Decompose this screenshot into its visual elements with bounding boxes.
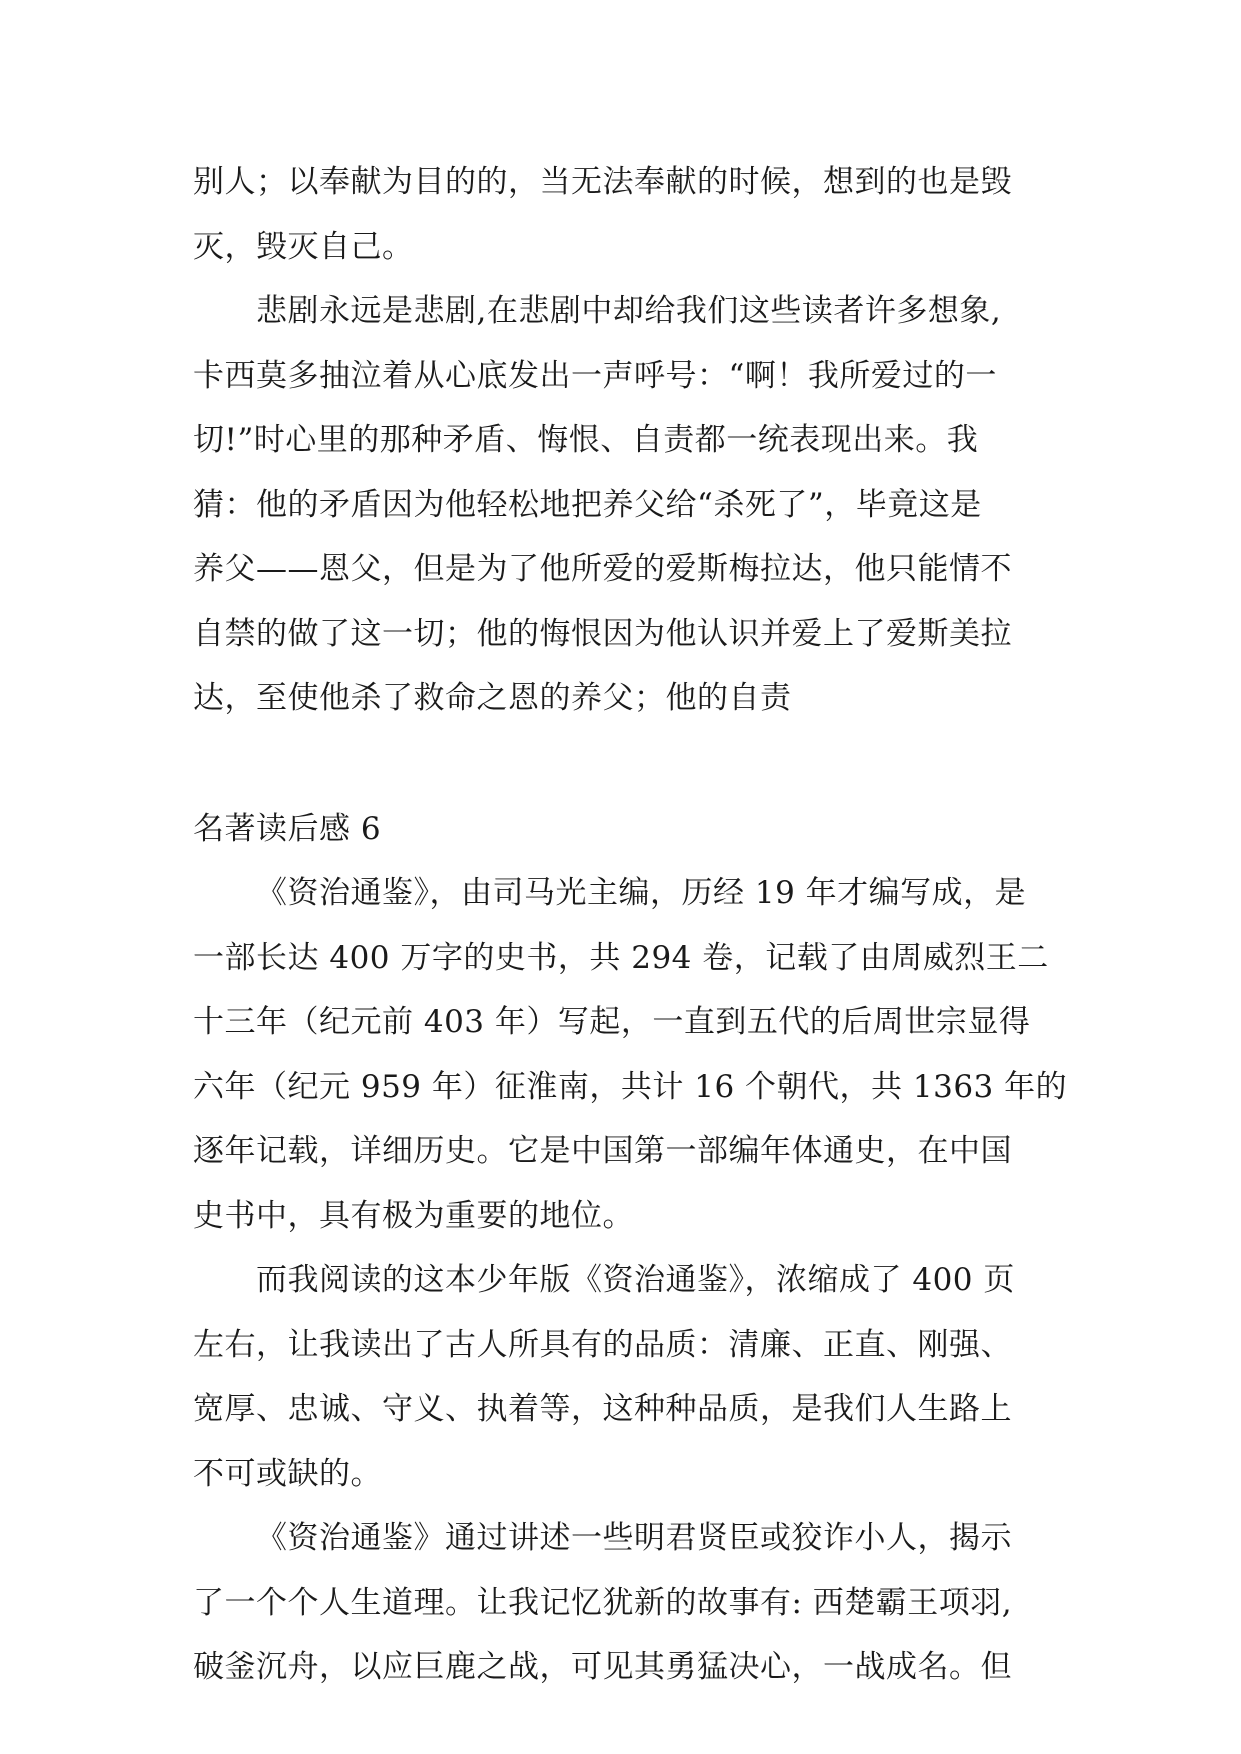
text-line: 不可或缺的。 <box>193 1456 382 1492</box>
text-line: 别人；以奉献为目的的，当无法奉献的时候，想到的也是毁 <box>193 164 1012 200</box>
text-line: 左右，让我读出了古人所具有的品质：清廉、正直、刚强、 <box>193 1327 1012 1363</box>
text-line: 灭，毁灭自己。 <box>193 229 414 265</box>
text-line: 一部长达 400 万字的史书，共 294 卷，记载了由周威烈王二 <box>193 940 1049 976</box>
text-line: 达，至使他杀了救命之恩的养父；他的自责 <box>193 680 792 716</box>
text-line: 逐年记载，详细历史。它是中国第一部编年体通史，在中国 <box>193 1133 1012 1169</box>
text-line: 自禁的做了这一切；他的悔恨因为他认识并爱上了爱斯美拉 <box>193 616 1012 652</box>
text-line: 《资治通鉴》通过讲述一些明君贤臣或狡诈小人，揭示 <box>256 1520 1012 1556</box>
text-line: 破釜沉舟，以应巨鹿之战，可见其勇猛决心，一战成名。但 <box>193 1649 1012 1685</box>
text-line: 《资治通鉴》，由司马光主编，历经 19 年才编写成，是 <box>256 875 1027 911</box>
text-line: 了一个个人生道理。让我记忆犹新的故事有: 西楚霸王项羽, <box>193 1585 1013 1621</box>
text-line: 切!”时心里的那种矛盾、悔恨、自责都一统表现出来。我 <box>193 422 979 458</box>
text-line: 养父——恩父，但是为了他所爱的爱斯梅拉达，他只能情不 <box>193 551 1012 587</box>
text-line: 宽厚、忠诚、守义、执着等，这种种品质，是我们人生路上 <box>193 1391 1012 1427</box>
text-line: 十三年（纪元前 403 年）写起，一直到五代的后周世宗显得 <box>193 1004 1031 1040</box>
text-line: 而我阅读的这本少年版《资治通鉴》，浓缩成了 400 页 <box>256 1262 1015 1298</box>
section-heading: 名著读后感 6 <box>193 811 382 847</box>
text-line: 六年（纪元 959 年）征淮南，共计 16 个朝代，共 1363 年的 <box>193 1069 1068 1105</box>
text-line: 史书中，具有极为重要的地位。 <box>193 1198 634 1234</box>
text-line: 卡西莫多抽泣着从心底发出一声呼号：“啊！我所爱过的一 <box>193 358 997 394</box>
text-line: 悲剧永远是悲剧,在悲剧中却给我们这些读者许多想象, <box>256 293 1002 329</box>
text-line: 猜：他的矛盾因为他轻松地把养父给“杀死了”，毕竟这是 <box>193 487 982 523</box>
